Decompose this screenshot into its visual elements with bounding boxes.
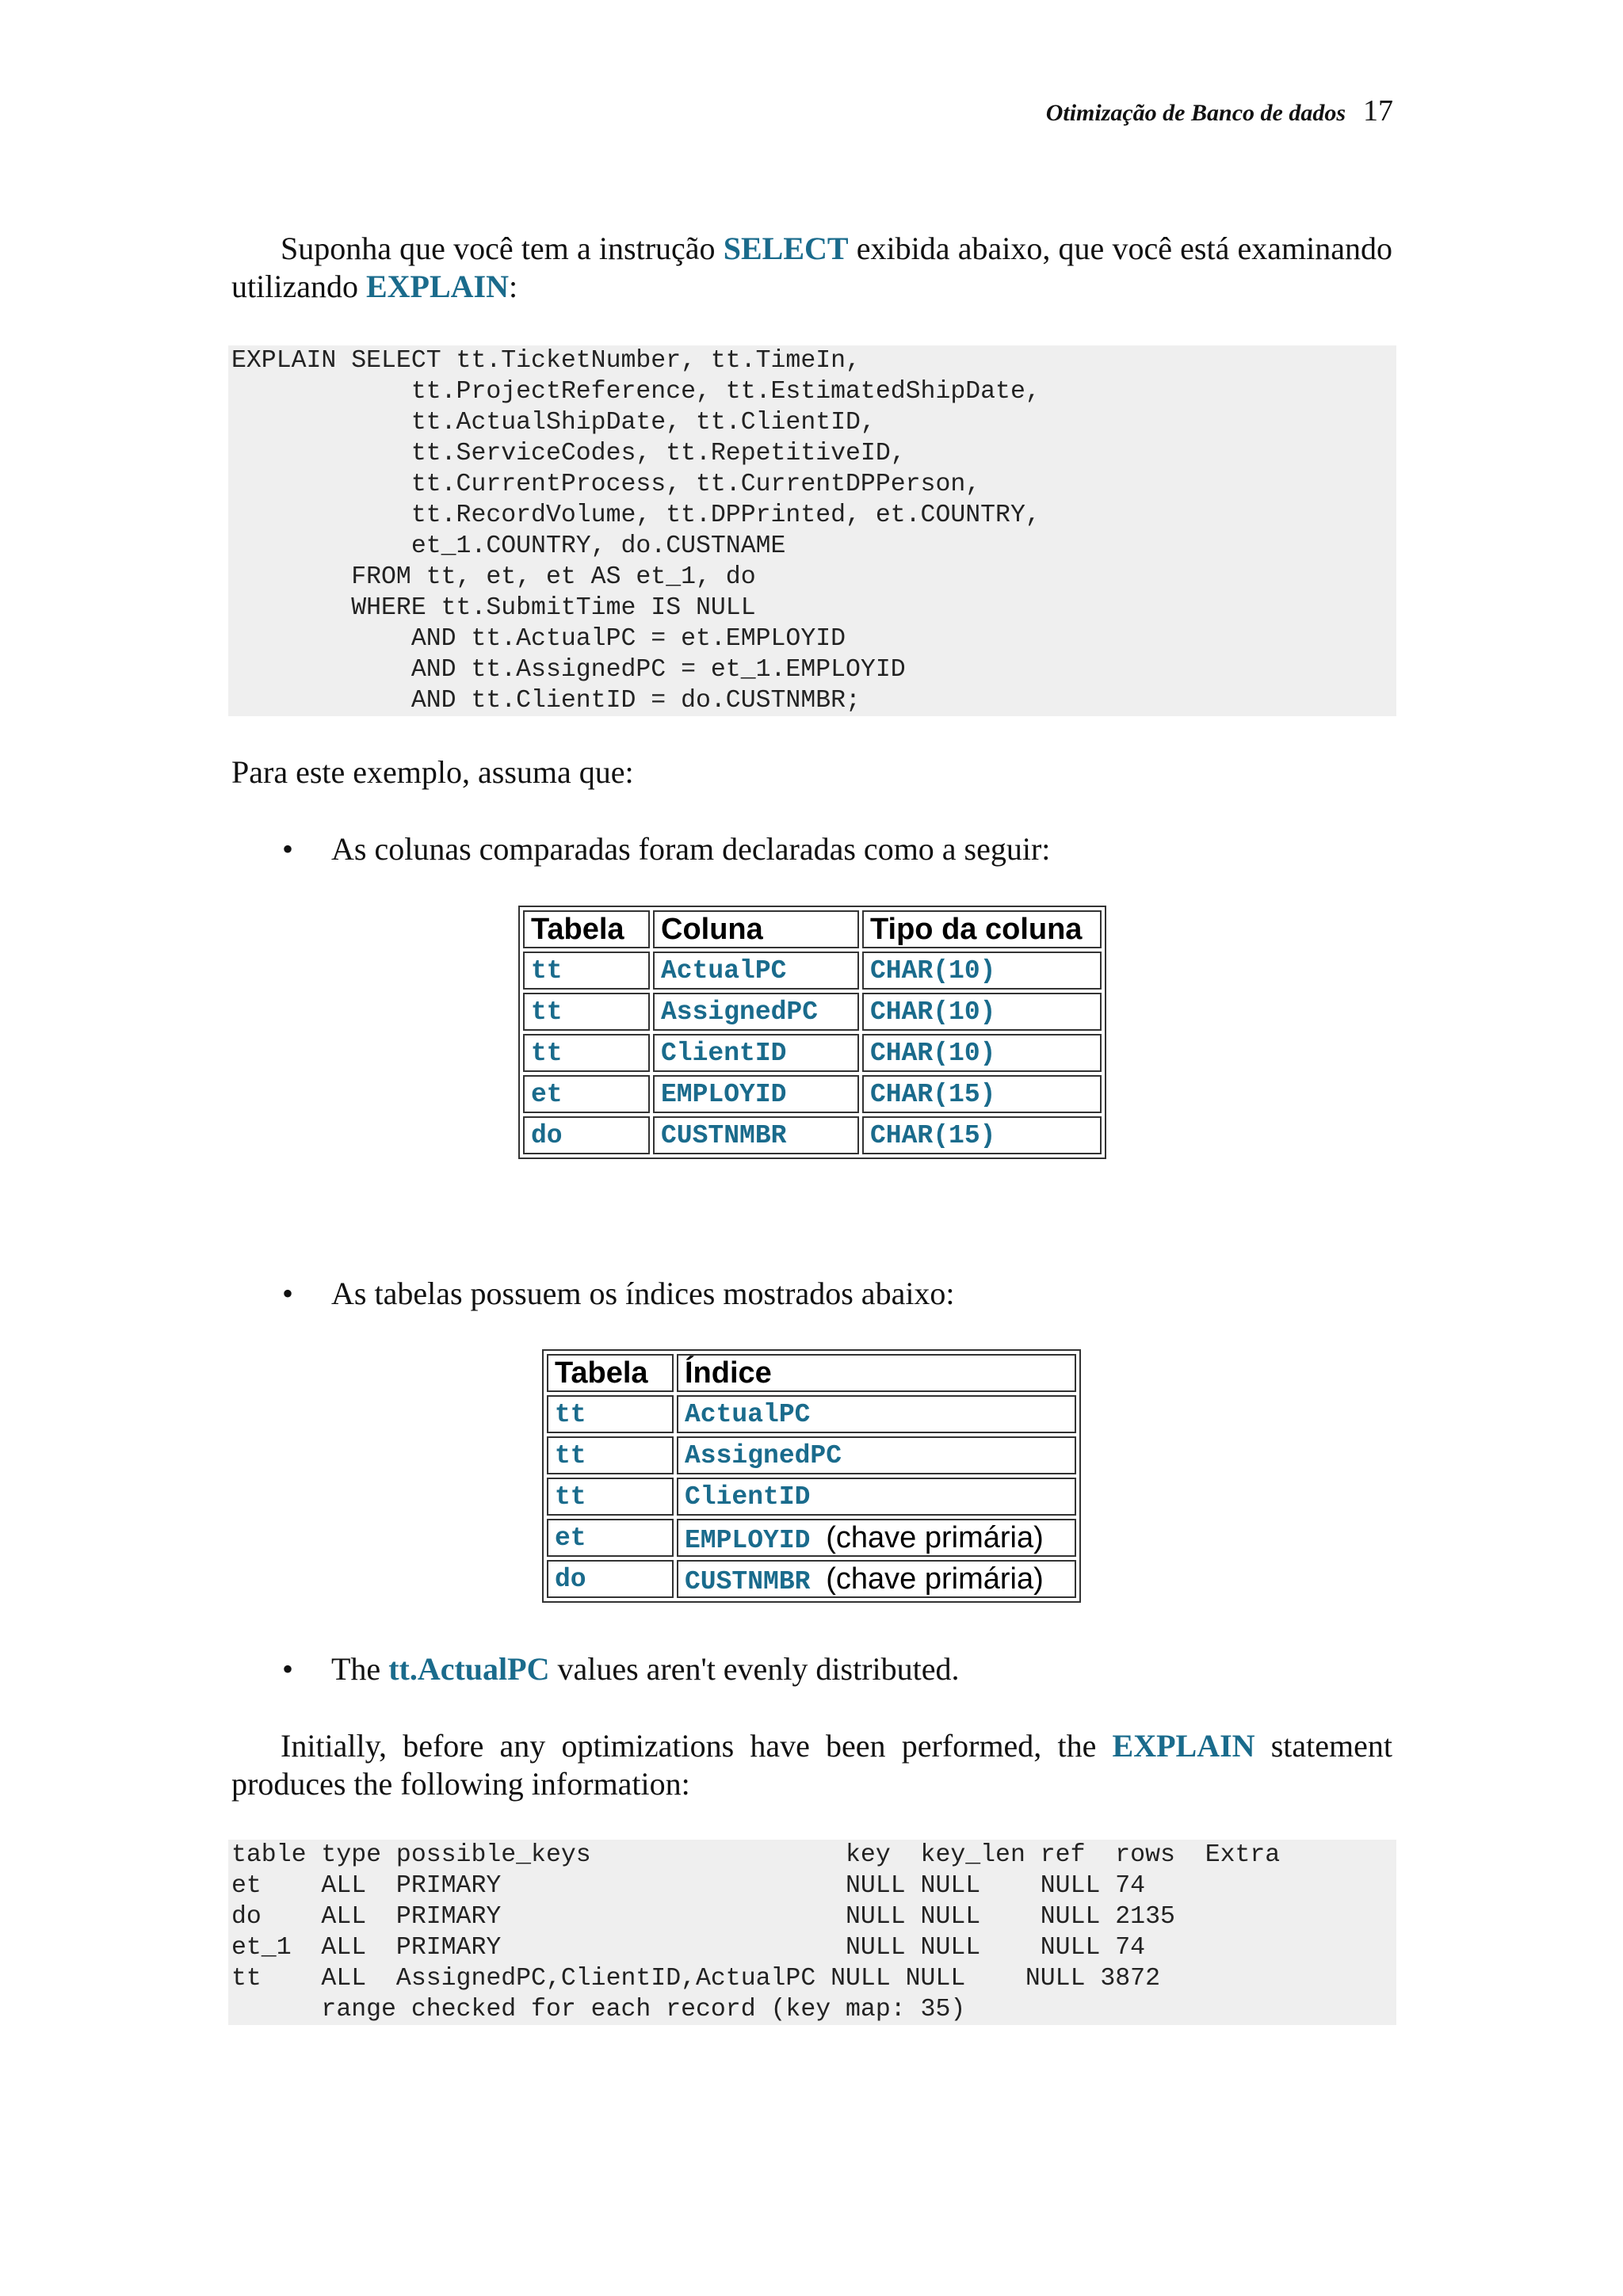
cell-value: et [555,1523,586,1553]
column-types-table [518,906,1106,1159]
table-cell [523,952,650,990]
cell-value: EMPLOYID [661,1079,787,1109]
table-cell [547,1436,674,1474]
code-block-select: EXPLAIN SELECT tt.TicketNumber, tt.TimeIn, tt.ProjectReference, tt.EstimatedShipDate, tt.ActualShipDate, tt.ClientID, tt.ServiceCodes, tt.RepetitiveID, tt.CurrentProcess, tt.CurrentDPPerson, tt.RecordVolume, tt.DPPrinted, et.COUNTRY, et_1.COUNTRY, do.CUSTNAME FROM tt, et, et AS et_1, do WHERE tt.SubmitTime IS NULL AND tt.ActualPC = et.EMPLOYID AND tt.AssignedPC = et_1.EMPLOYID AND tt.ClientID = do.CUSTNMBR; [228,345,1396,716]
header-cell: Tabela [523,910,650,948]
page-number: 17 [1363,94,1393,128]
table-row [547,1560,1076,1598]
table-row [547,1436,1076,1474]
table-cell [547,1395,674,1433]
cell-value: tt [531,955,563,986]
bullet-text [331,1650,960,1688]
page-header [1046,93,1393,128]
cell-value: ActualPC [685,1399,811,1429]
table-cell [547,1560,674,1598]
table-cell [653,952,859,990]
intro-paragraph [231,230,1392,306]
bullet-icon: • [282,1651,294,1687]
cell-value: do [531,1120,563,1150]
table-cell [862,1034,1102,1072]
table-row [523,993,1102,1031]
intro-text: Suponha que você tem a instrução [281,231,724,266]
header-title: Otimização de Banco de dados [1045,100,1346,126]
table-cell [547,1519,674,1557]
table-cell [653,1075,859,1113]
table-cell [653,1116,859,1154]
cell-note: (chave primária) [826,1562,1044,1596]
keyword-explain: EXPLAIN [365,269,509,304]
cell-value: CHAR(10) [870,997,996,1027]
bullet-text-part: The [331,1651,389,1687]
cell-value: AssignedPC [685,1440,842,1470]
bullet-icon: • [282,1276,294,1311]
table-cell [523,993,650,1031]
table-cell [653,993,859,1031]
cell-value: CHAR(10) [870,955,996,986]
cell-value: tt [531,1038,563,1068]
table-cell [523,1116,650,1154]
intro-text: : [509,269,518,304]
indexes-table [542,1349,1081,1603]
table-cell [677,1395,1076,1433]
cell-value: tt [531,997,563,1027]
cell-value: CHAR(10) [870,1038,996,1068]
header-cell: Coluna [653,910,859,948]
table-row [523,1116,1102,1154]
cell-value: CHAR(15) [870,1079,996,1109]
cell-value: tt [555,1440,586,1470]
cell-value: ActualPC [661,955,787,986]
table-row [523,1075,1102,1113]
keyword-explain: EXPLAIN [1112,1728,1255,1764]
cell-note: (chave primária) [826,1520,1044,1554]
table-cell [677,1519,1076,1557]
header-cell: Tipo da coluna [862,910,1102,948]
table-cell [677,1560,1076,1598]
table-cell [523,1034,650,1072]
header-cell: Índice [677,1354,1076,1392]
cell-value: CUSTNMBR [685,1566,811,1596]
cell-value: EMPLOYID [685,1525,811,1555]
table-cell [523,1075,650,1113]
bullet-text: As tabelas possuem os índices mostrados abaixo: [331,1276,955,1311]
table-header-row [547,1354,1076,1392]
bullet-icon: • [282,831,294,867]
table-cell [677,1478,1076,1516]
header-cell: Tabela [547,1354,674,1392]
table-cell [862,1116,1102,1154]
cell-value: ClientID [685,1482,811,1512]
table-cell [653,1034,859,1072]
initial-paragraph [231,1727,1392,1803]
cell-value: do [555,1564,586,1594]
keyword-select: SELECT [723,231,849,266]
cell-value: tt [555,1482,586,1512]
assumption-paragraph: Para este exemplo, assuma que: [231,754,634,790]
table-row [547,1478,1076,1516]
table-cell [862,993,1102,1031]
code-block-explain-output: table type possible_keys key key_len ref rows Extra et ALL PRIMARY NULL NULL NULL 74 do ALL PRIMARY NULL NULL NULL 2135 et_1 ALL PRIMARY NULL NULL NULL 74 tt ALL AssignedPC,ClientID,ActualPC NULL NULL NULL 3872 range checked for each record (key map: 35) [228,1840,1396,2025]
cell-value: CUSTNMBR [661,1120,787,1150]
intro-text: exibida abaixo, que você está examinando utilizando [231,231,1392,304]
table-cell [862,952,1102,990]
cell-value: CHAR(15) [870,1120,996,1150]
table-row [523,952,1102,990]
cell-value: tt [555,1399,586,1429]
table-cell [862,1075,1102,1113]
bullet-text: As colunas comparadas foram declaradas como a seguir: [331,831,1051,867]
cell-value: AssignedPC [661,997,819,1027]
table-cell [677,1436,1076,1474]
cell-value: ClientID [661,1038,787,1068]
paragraph-text: Initially, before any optimizations have been performed, the [281,1728,1113,1764]
table-row [523,1034,1102,1072]
bullet-text-part: values aren't evenly distributed. [549,1651,960,1687]
table-row [547,1395,1076,1433]
table-header-row [523,910,1102,948]
table-row [547,1519,1076,1557]
paragraph-text: statement produces the following information: [231,1728,1392,1802]
cell-value: et [531,1079,563,1109]
table-cell [547,1478,674,1516]
keyword-actualpc: tt.ActualPC [388,1651,550,1687]
